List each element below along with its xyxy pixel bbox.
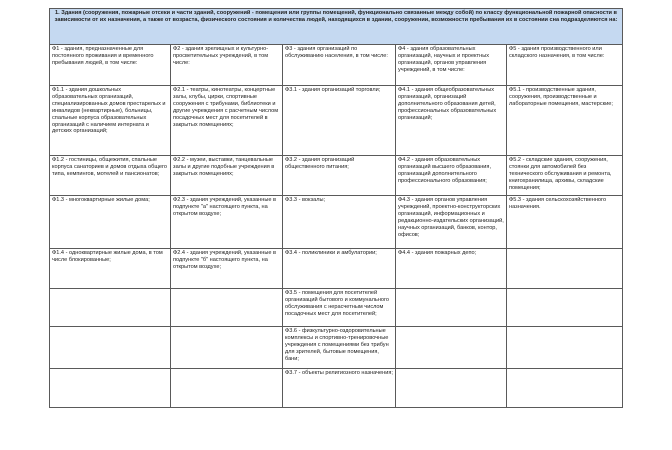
table-cell: Ф5 - здания производственного или складского назначения, в том числе: bbox=[507, 45, 623, 86]
table-row bbox=[50, 327, 623, 369]
table-cell bbox=[171, 289, 283, 327]
table-cell: Ф4.1 - здания общеобразовательных организаций, организаций дополнительного образования детей, профессиональных образовательных организаций; bbox=[396, 86, 507, 156]
table-cell bbox=[396, 289, 507, 327]
table-row bbox=[50, 156, 623, 196]
table-cell: Ф3.7 - объекты религиозного назначения; bbox=[283, 369, 396, 408]
table-cell: Ф2.1 - театры, кинотеатры, концертные залы, клубы, цирки, спортивные сооружения с трибунами, библиотеки и другие учреждения с расчетным числом посадочных мест для посетителей в закрытых помещениях; bbox=[171, 86, 283, 156]
table-cell: Ф2.4 - здания учреждений, указанные в подпункте "б" настоящего пункта, на открытом воздухе; bbox=[171, 249, 283, 289]
table-cell: Ф3.4 - поликлиники и амбулатории; bbox=[283, 249, 396, 289]
table-cell: Ф1.4 - одноквартирные жилые дома, в том числе блокированные; bbox=[50, 249, 171, 289]
table-row bbox=[50, 369, 623, 408]
table-cell: Ф3.2 - здания организаций общественного питания; bbox=[283, 156, 396, 196]
table-cell: Ф5.1 - производственные здания, сооружения, производственные и лабораторные помещения, мастерские; bbox=[507, 86, 623, 156]
table-row bbox=[50, 249, 623, 289]
table-cell bbox=[507, 249, 623, 289]
table-cell: Ф4.3 - здания органов управления учреждений, проектно-конструкторских организаций, информационных и редакционно-издательских организаций, научных организаций, банков, контор, офисов; bbox=[396, 196, 507, 249]
table-cell: Ф4 - здания образовательных организаций, научных и проектных организаций, органов управления учреждений, в том числе: bbox=[396, 45, 507, 86]
table-cell bbox=[50, 289, 171, 327]
table-cell bbox=[50, 327, 171, 369]
table-cell: Ф3.1 - здания организаций торговли; bbox=[283, 86, 396, 156]
table-cell bbox=[396, 369, 507, 408]
table-cell bbox=[171, 369, 283, 408]
table-cell bbox=[507, 369, 623, 408]
classification-document bbox=[49, 8, 622, 408]
table-cell bbox=[507, 327, 623, 369]
table-cell: Ф3.6 - физкультурно-оздоровительные комплексы и спортивно-тренировочные учреждения с помещениями без трибун для зрителей, бытовые помещения, бани; bbox=[283, 327, 396, 369]
table-cell: Ф5.3 - здания сельскохозяйственного назначения. bbox=[507, 196, 623, 249]
table-row bbox=[50, 289, 623, 327]
table-cell: Ф1.1 - здания дошкольных образовательных организаций, специализированных домов престарелых и инвалидов (неквартирные), больницы, спальные корпуса образовательных организаций с наличием интерната и детских организаций; bbox=[50, 86, 171, 156]
table-header: 1. Здания (сооружения, пожарные отсеки и части зданий, сооружений - помещения или группы помещений, функционально связанные между собой) по классу функциональной пожарной опасности в зависимости от их назначения, а также от возраста, физического состояния и количества людей, находящихся в здании, сооружении, возможности пребывания их в состоянии сна подразделяются на: bbox=[50, 9, 623, 45]
table-row bbox=[50, 196, 623, 249]
table-row bbox=[50, 86, 623, 156]
table-cell: Ф1.3 - многоквартирные жилые дома; bbox=[50, 196, 171, 249]
table-cell: Ф3.5 - помещения для посетителей организаций бытового и коммунального обслуживания с нерасчетным числом посадочных мест для посетителей; bbox=[283, 289, 396, 327]
table-cell: Ф4.4 - здания пожарных депо; bbox=[396, 249, 507, 289]
table-cell bbox=[396, 327, 507, 369]
header-row bbox=[50, 9, 623, 45]
fire-hazard-classification-table bbox=[49, 8, 623, 408]
table-cell: Ф1.2 - гостиницы, общежития, спальные корпуса санаториев и домов отдыха общего типа, кемпингов, мотелей и пансионатов; bbox=[50, 156, 171, 196]
table-cell: Ф1 - здания, предназначенные для постоянного проживания и временного пребывания людей, в том числе: bbox=[50, 45, 171, 86]
table-cell: Ф3 - здания организаций по обслуживанию населения, в том числе: bbox=[283, 45, 396, 86]
table-cell: Ф2.2 - музеи, выставки, танцевальные залы и другие подобные учреждения в закрытых помещениях; bbox=[171, 156, 283, 196]
table-cell: Ф2.3 - здания учреждений, указанные в подпункте "а" настоящего пункта, на открытом воздухе; bbox=[171, 196, 283, 249]
table-cell bbox=[171, 327, 283, 369]
table-cell bbox=[50, 369, 171, 408]
table-cell: Ф2 - здания зрелищных и культурно-просветительных учреждений, в том числе: bbox=[171, 45, 283, 86]
table-cell: Ф3.3 - вокзалы; bbox=[283, 196, 396, 249]
table-cell: Ф4.2 - здания образовательных организаций высшего образования, организаций дополнительного профессионального образования; bbox=[396, 156, 507, 196]
table-cell bbox=[507, 289, 623, 327]
table-cell: Ф5.2 - складские здания, сооружения, стоянки для автомобилей без технического обслуживания и ремонта, книгохранилища, архивы, складские помещения; bbox=[507, 156, 623, 196]
table-row bbox=[50, 45, 623, 86]
